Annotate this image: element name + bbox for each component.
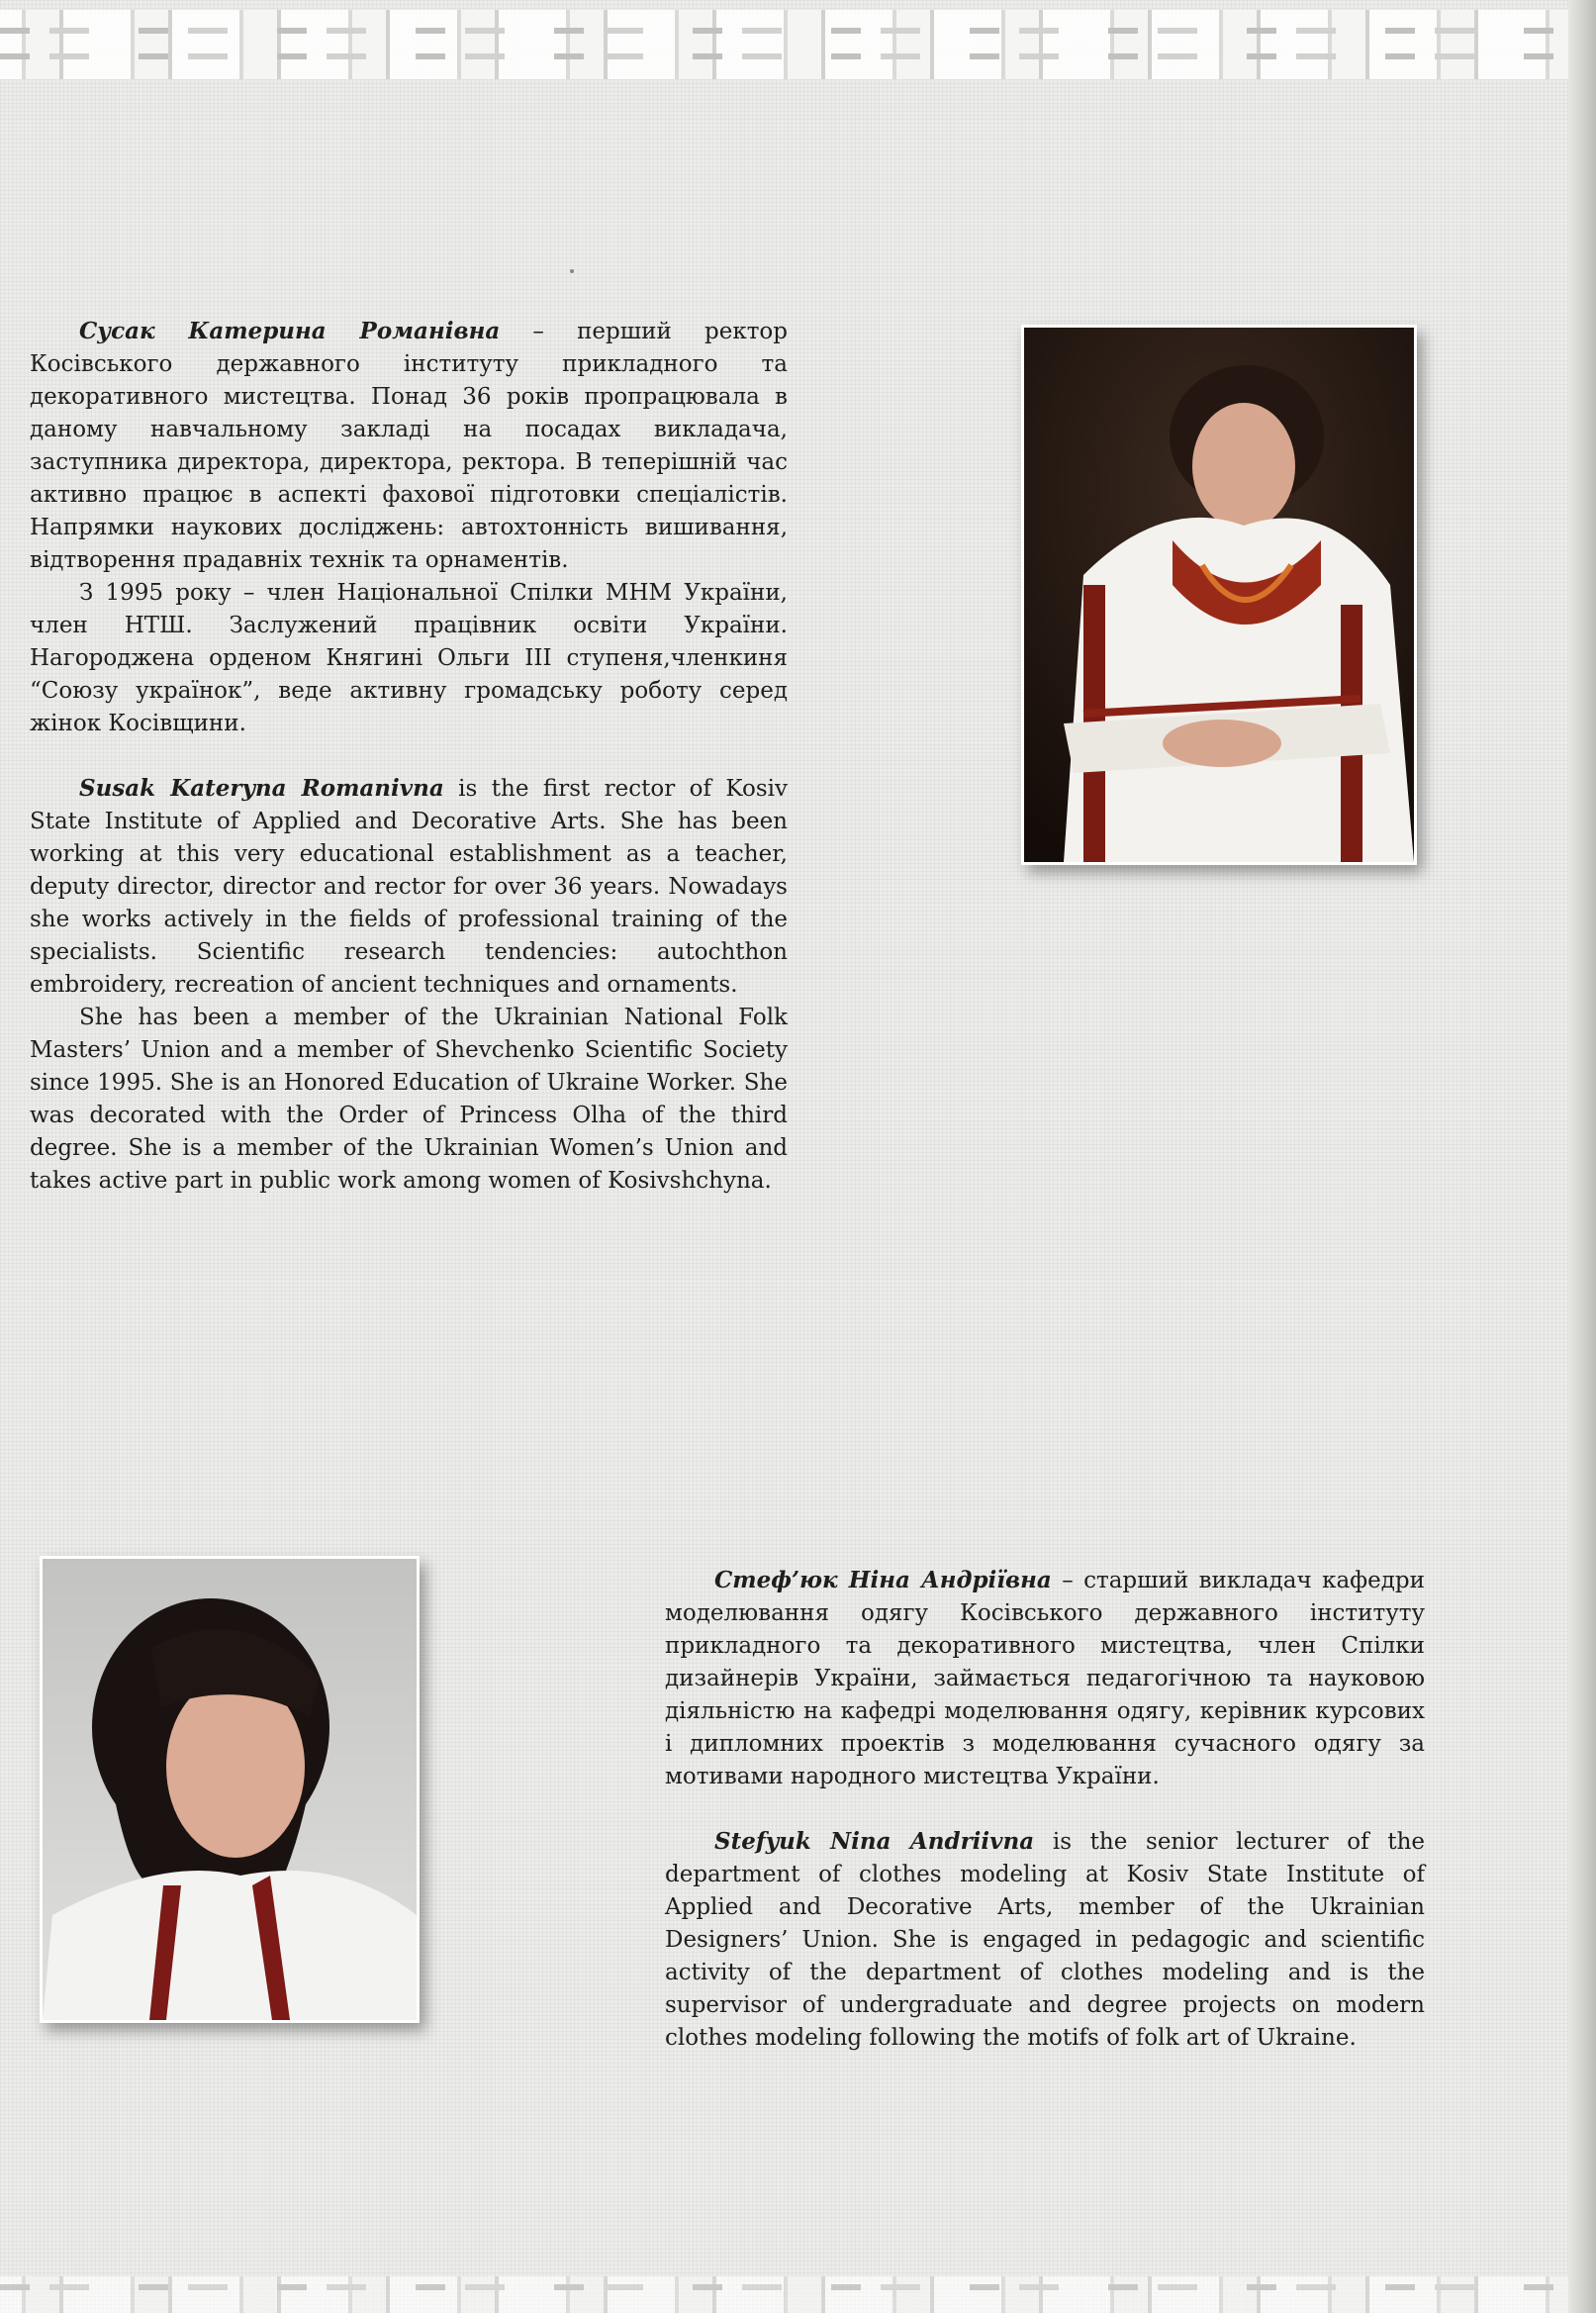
bio1-en-text2: She has been a member of the Ukrainian National Folk Masters’ Union and a member of Shevchenko Scientific Society since 1995. She is an Honored Education of Ukraine Worker. She was decorated with the Order of Princess Olha of the third degree. She is a member of the Ukrainian Women’s Union and takes active part in public work among women of Kosivshchyna.	[30, 1005, 788, 1194]
bio1-uk-name: Сусак Катерина Романівна	[79, 318, 501, 344]
top-ornament-border	[0, 10, 1596, 79]
bio1-en-paragraph2	[30, 1002, 788, 1198]
bio1-uk-text2: З 1995 року – член Національної Спілки МНМ України, член НТШ. Заслужений працівник освіти України. Нагороджена орденом Княгині Ольги III ступеня,членкиня “Союзу українок”, веде активну громадську роботу серед жінок Косівщини.	[30, 580, 788, 736]
bio1-text	[30, 315, 788, 1198]
bio1-uk-paragraph2	[30, 577, 788, 740]
bio2-en-name: Stefyuk Nina Andriivna	[714, 1828, 1035, 1855]
bio2-en-paragraph1	[665, 1825, 1425, 2055]
bio1-en-text1: is the first rector of Kosiv State Institute of Applied and Decorative Arts. She has been working at this very educational establishment as a teacher, deputy director, director and rector for over 36 years. Nowadays she works actively in the fields of professional training of the specialists. Scientific research tendencies: autochthon embroidery, recreation of ancient techniques and ornaments.	[30, 776, 788, 998]
page-edge	[1568, 0, 1596, 2313]
portrait-image	[1024, 328, 1414, 862]
bio2-uk-text1: – старший викладач кафедри моделювання одягу Косівського державного інституту прикладного та декоративного мистецтва, член Спілки дизайнерів України, займається педагогічною та науковою діяльністю на кафедрі моделювання одягу, керівник курсових і дипломних проектів з моделювання сучасного одягу за мотивами народного мистецтва України.	[665, 1568, 1425, 1789]
portrait-photo-susak	[1021, 325, 1417, 865]
ornament-stripe	[0, 28, 1596, 34]
speck	[570, 269, 574, 273]
ornament-stripe	[0, 2284, 1596, 2290]
bio1-en-name: Susak Kateryna Romanivna	[79, 775, 444, 802]
bio1-en-paragraph1	[30, 772, 788, 1002]
portrait-image	[43, 1559, 417, 2020]
bottom-ornament-border	[0, 2276, 1596, 2313]
bio1-uk-text1: – перший ректор Косівського державного інституту прикладного та декоративного мистецтва. Понад 36 років пропрацювала в даному навчальному закладі на посадах викладача, заступника директора, директора, ректора. В теперішній час активно працює в аспекті фахової підготовки спеціалістів. Напрямки наукових досліджень: автохтонність вишивання, відтворення прадавніх технік та орнаментів.	[30, 319, 788, 573]
bio2-uk-name: Стеф’юк Ніна Андріївна	[714, 1567, 1052, 1593]
bio1-uk-paragraph1	[30, 315, 788, 577]
ornament-stripe	[0, 53, 1596, 59]
portrait-photo-stefyuk	[40, 1556, 420, 2023]
bio2-uk-paragraph1	[665, 1564, 1425, 1793]
bio2-en-text1: is the senior lecturer of the department of clothes modeling at Kosiv State Institute of Applied and Decorative Arts, member of the Ukrainian Designers’ Union. She is engaged in pedagogic and scientific activity of the department of clothes modeling and is the supervisor of undergraduate and degree projects on modern clothes modeling following the motifs of folk art of Ukraine.	[665, 1829, 1425, 2051]
bio2-text	[665, 1564, 1425, 2055]
